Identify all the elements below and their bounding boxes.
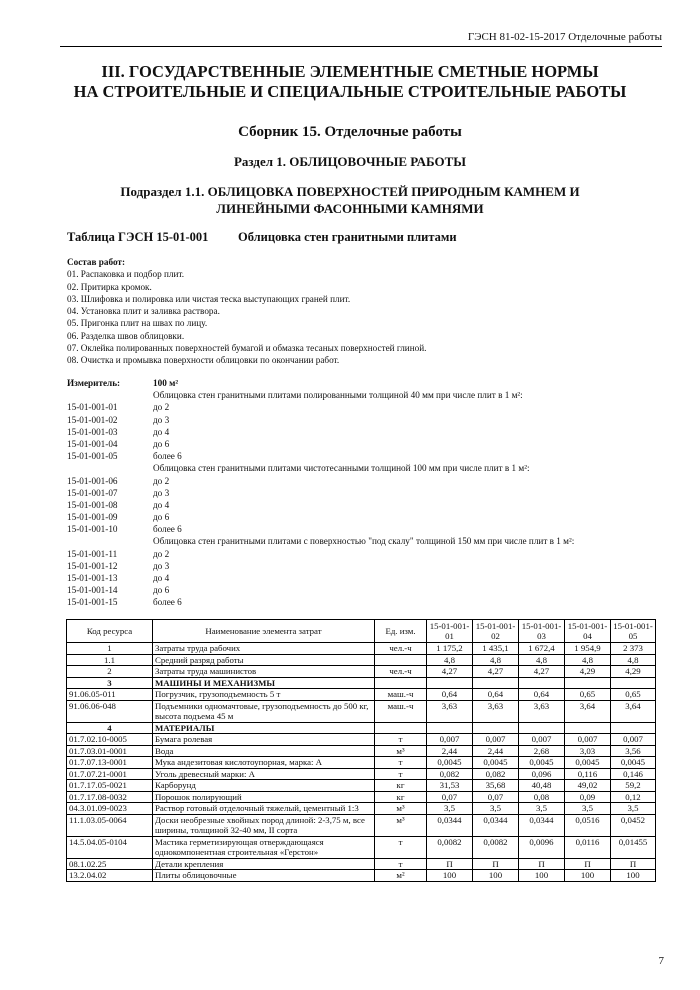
resource-code: 01.7.02.10-0005 (67, 734, 153, 746)
resource-value: 0,0045 (473, 757, 519, 769)
table-row (67, 654, 656, 666)
norm-row (67, 511, 667, 523)
resource-value: 3,63 (473, 700, 519, 722)
resource-value: 1 435,1 (473, 643, 519, 655)
norm-code: 15-01-001-07 (67, 487, 118, 498)
resource-value: 0,0344 (519, 814, 565, 836)
resource-value: 3,03 (565, 745, 611, 757)
table-row (67, 643, 656, 655)
work-composition-list (67, 268, 426, 366)
resource-value (519, 677, 565, 689)
resource-value: 3,56 (611, 745, 656, 757)
col-header-norm: 15-01-001-02 (473, 620, 519, 643)
col-header-norm: 15-01-001-04 (565, 620, 611, 643)
collection-title: Сборник 15. Отделочные работы (238, 124, 462, 140)
work-step: 02. Притирка кромок. (67, 281, 152, 292)
work-step: 08. Очистка и промывка поверхности облицовки по окончании работ. (67, 355, 340, 366)
resource-value: 2,68 (519, 745, 565, 757)
resource-name: Доски необрезные хвойных пород длиной: 2-3,75 м, все ширины, толщиной 32-40 мм, II сорта (153, 814, 375, 836)
resource-value: 0,0082 (473, 836, 519, 858)
resource-name: Погрузчик, грузоподъемность 5 т (153, 689, 375, 701)
resource-unit: чел.-ч (375, 666, 427, 678)
norm-code: 15-01-001-06 (67, 475, 118, 486)
work-step: 03. Шлифовка и полировка или чистая теска выступающих граней плит. (67, 293, 351, 304)
resource-unit: м³ (375, 803, 427, 815)
main-title-line1: III. ГОСУДАРСТВЕННЫЕ ЭЛЕМЕНТНЫЕ СМЕТНЫЕ НОРМЫ (101, 62, 599, 81)
resource-value: 0,0096 (519, 836, 565, 858)
col-header-norm: 15-01-001-03 (519, 620, 565, 643)
resource-unit (375, 654, 427, 666)
resource-value: 100 (519, 870, 565, 882)
resource-code: 91.06.05-011 (67, 689, 153, 701)
table-row (67, 791, 656, 803)
norm-row (67, 499, 667, 511)
resource-value: 0,146 (611, 768, 656, 780)
norm-row (67, 560, 667, 572)
resource-code: 14.5.04.05-0104 (67, 836, 153, 858)
norm-group-heading (67, 389, 667, 401)
meter-value: 100 м² (153, 378, 179, 388)
resource-value: 4,29 (611, 666, 656, 678)
resource-value: 0,0045 (427, 757, 473, 769)
resource-code: 01.7.03.01-0001 (67, 745, 153, 757)
resource-name: Средний разряд работы (153, 654, 375, 666)
norm-description: до 4 (153, 426, 170, 437)
resource-code: 04.3.01.09-0023 (67, 803, 153, 815)
norm-description: до 4 (153, 573, 170, 583)
resource-name: Мука андезитовая кислотоупорная, марка: А (153, 757, 375, 769)
resource-unit: кг (375, 780, 427, 792)
resource-value: 0,01455 (611, 836, 656, 858)
resource-code: 13.2.04.02 (67, 870, 153, 882)
resource-unit: т (375, 734, 427, 746)
col-header-norm: 15-01-001-05 (611, 620, 656, 643)
norm-description: до 3 (153, 560, 170, 571)
norm-description: до 6 (153, 438, 170, 449)
page-number: 7 (658, 955, 664, 967)
resource-code: 1.1 (67, 654, 153, 666)
main-title-line2: НА СТРОИТЕЛЬНЫЕ И СПЕЦИАЛЬНЫЕ СТРОИТЕЛЬНЫЕ РАБОТЫ (73, 82, 627, 101)
resource-unit: маш.-ч (375, 700, 427, 722)
norm-code: 15-01-001-14 (67, 585, 118, 596)
resource-value: 3,5 (519, 803, 565, 815)
resource-name: Порошок полирующий (153, 791, 375, 803)
resource-value: 0,65 (565, 689, 611, 701)
section-title: Раздел 1. ОБЛИЦОВОЧНЫЕ РАБОТЫ (233, 154, 467, 169)
resource-value: 3,63 (519, 700, 565, 722)
resource-value (473, 677, 519, 689)
resource-name: Затраты труда рабочих (153, 643, 375, 655)
resource-value: 100 (565, 870, 611, 882)
resource-value: 100 (473, 870, 519, 882)
resource-unit: т (375, 836, 427, 858)
norm-description: Облицовка стен гранитными плитами полированными толщиной 40 мм при числе плит в 1 м²: (153, 390, 523, 401)
meter-block (67, 377, 667, 609)
resource-value: 4,8 (473, 654, 519, 666)
resource-code: 01.7.17.05-0021 (67, 780, 153, 792)
resource-value: 3,64 (611, 700, 656, 722)
table-row (67, 780, 656, 792)
resource-value: 4,27 (427, 666, 473, 678)
resource-value: 4,8 (565, 654, 611, 666)
table-row (67, 768, 656, 780)
resource-value: П (565, 858, 611, 870)
norm-code: 15-01-001-09 (67, 512, 118, 523)
resource-value: П (473, 858, 519, 870)
norm-row (67, 426, 667, 438)
resource-value: 3,5 (427, 803, 473, 815)
work-step: 06. Разделка швов облицовки. (67, 330, 185, 341)
table-name: Облицовка стен гранитными плитами (238, 230, 457, 244)
resource-unit: чел.-ч (375, 643, 427, 655)
norm-row (67, 584, 667, 596)
resource-value: 0,0516 (565, 814, 611, 836)
norm-list (67, 389, 667, 608)
resource-value: 3,63 (427, 700, 473, 722)
resource-value: П (611, 858, 656, 870)
resource-value: 0,0116 (565, 836, 611, 858)
norm-code: 15-01-001-02 (67, 414, 118, 425)
col-header-code: Код ресурса (67, 620, 153, 643)
table-row (67, 666, 656, 678)
resource-value: 0,0045 (611, 757, 656, 769)
norm-row (67, 450, 667, 462)
table-row (67, 689, 656, 701)
resource-value: 0,116 (565, 768, 611, 780)
resource-value: 100 (427, 870, 473, 882)
norm-code: 15-01-001-15 (67, 597, 118, 608)
work-step: 05. Пригонка плит на швах по лицу. (67, 318, 208, 329)
norm-description: до 3 (153, 487, 170, 498)
norm-row (67, 596, 667, 608)
resource-value (427, 677, 473, 689)
resource-name: МАТЕРИАЛЫ (153, 722, 375, 734)
table-row (67, 677, 656, 689)
norm-code: 15-01-001-01 (67, 402, 118, 413)
resource-value: 0,09 (565, 791, 611, 803)
resource-value: 1 672,4 (519, 643, 565, 655)
resource-name: Плиты облицовочные (153, 870, 375, 882)
resource-value: 4,29 (565, 666, 611, 678)
norm-description: Облицовка стен гранитными плитами с поверхностью "под скалу" толщиной 150 мм при числе плит в 1 м²: (153, 536, 575, 547)
norm-description: до 6 (153, 585, 170, 596)
table-row (67, 745, 656, 757)
norm-row (67, 487, 667, 499)
table-row (67, 734, 656, 746)
resource-value: П (519, 858, 565, 870)
norm-row (67, 572, 667, 584)
resource-value (519, 722, 565, 734)
resource-value: 2,44 (427, 745, 473, 757)
resource-value: 0,12 (611, 791, 656, 803)
resource-code: 3 (67, 677, 153, 689)
norm-description: до 6 (153, 512, 170, 523)
resource-value: 3,5 (473, 803, 519, 815)
norm-description: до 2 (153, 548, 170, 559)
resource-name: Уголь древесный марки: А (153, 768, 375, 780)
resource-value: 59,2 (611, 780, 656, 792)
resource-code: 11.1.03.05-0064 (67, 814, 153, 836)
norm-code: 15-01-001-11 (67, 548, 118, 559)
norm-code: 15-01-001-04 (67, 438, 118, 449)
resource-value: 31,53 (427, 780, 473, 792)
resource-value: 2,44 (473, 745, 519, 757)
table-code: Таблица ГЭСН 15-01-001 (67, 230, 209, 244)
resource-unit: м³ (375, 745, 427, 757)
resource-value: 0,096 (519, 768, 565, 780)
resource-name: Раствор готовый отделочный тяжелый, цементный 1:3 (153, 803, 375, 815)
resource-value: 0,07 (427, 791, 473, 803)
running-header (60, 31, 662, 47)
norm-row (67, 475, 667, 487)
resource-value: 0,64 (519, 689, 565, 701)
norm-code: 15-01-001-08 (67, 499, 118, 510)
norm-description: до 2 (153, 475, 170, 486)
resource-value: 4,8 (519, 654, 565, 666)
resource-name: Бумага ролевая (153, 734, 375, 746)
table-row (67, 757, 656, 769)
table-row (67, 803, 656, 815)
resource-value: 0,082 (473, 768, 519, 780)
resource-value (427, 722, 473, 734)
norm-row (67, 414, 667, 426)
norm-row (67, 548, 667, 560)
norm-description: более 6 (153, 451, 182, 462)
norm-code: 15-01-001-05 (67, 451, 118, 462)
resource-unit (375, 677, 427, 689)
resource-code: 2 (67, 666, 153, 678)
norm-code: 15-01-001-12 (67, 560, 118, 571)
work-step: 01. Распаковка и подбор плит. (67, 269, 184, 280)
resource-value: 100 (611, 870, 656, 882)
resource-value: 0,08 (519, 791, 565, 803)
col-header-norm: 15-01-001-01 (427, 620, 473, 643)
table-row (67, 722, 656, 734)
resource-value (611, 722, 656, 734)
meter-label: Измеритель: (67, 378, 121, 388)
resource-value (611, 677, 656, 689)
resource-value: 0,65 (611, 689, 656, 701)
resource-unit: т (375, 768, 427, 780)
norm-code: 15-01-001-13 (67, 573, 118, 583)
resource-value: 35,68 (473, 780, 519, 792)
resource-value: 4,27 (473, 666, 519, 678)
norm-code: 15-01-001-03 (67, 426, 118, 437)
resource-value: 4,27 (519, 666, 565, 678)
resource-value: 1 954,9 (565, 643, 611, 655)
resource-code: 01.7.07.13-0001 (67, 757, 153, 769)
resource-unit: м² (375, 870, 427, 882)
norm-row (67, 438, 667, 450)
resource-value: 4,8 (427, 654, 473, 666)
resource-value: 0,64 (473, 689, 519, 701)
resource-value: 0,007 (565, 734, 611, 746)
resource-code: 01.7.17.08-0032 (67, 791, 153, 803)
norm-description: до 2 (153, 402, 170, 413)
resource-unit: маш.-ч (375, 689, 427, 701)
resource-value: 40,48 (519, 780, 565, 792)
resource-value: 0,0344 (427, 814, 473, 836)
work-composition (67, 256, 426, 367)
norm-description: Облицовка стен гранитными плитами чистотесанными толщиной 100 мм при числе плит в 1 м²: (153, 463, 530, 474)
norm-row (67, 523, 667, 535)
resource-value: 0,0045 (565, 757, 611, 769)
norm-description: более 6 (153, 524, 182, 535)
table-row (67, 814, 656, 836)
resource-value: 0,0045 (519, 757, 565, 769)
running-title: ГЭСН 81-02-15-2017 Отделочные работы (467, 31, 662, 43)
resource-code: 4 (67, 722, 153, 734)
resource-value: 0,0344 (473, 814, 519, 836)
resource-value: 0,007 (519, 734, 565, 746)
norm-code: 15-01-001-10 (67, 524, 118, 535)
resource-value (473, 722, 519, 734)
resource-name: Подъемники одномачтовые, грузоподъемность до 500 кг, высота подъема 45 м (153, 700, 375, 722)
resource-code: 1 (67, 643, 153, 655)
norm-description: более 6 (153, 597, 182, 608)
resource-value: 0,082 (427, 768, 473, 780)
resource-value: 0,007 (473, 734, 519, 746)
resource-unit (375, 722, 427, 734)
subsection-title-line2: ЛИНЕЙНЫМИ ФАСОННЫМИ КАМНЯМИ (216, 201, 484, 216)
resource-name: МАШИНЫ И МЕХАНИЗМЫ (153, 677, 375, 689)
work-composition-heading: Состав работ: (67, 257, 126, 267)
table-row (67, 858, 656, 870)
resource-value: 0,0082 (427, 836, 473, 858)
resource-value: 3,5 (565, 803, 611, 815)
resource-unit: т (375, 858, 427, 870)
table-caption (67, 230, 457, 245)
resource-value: П (427, 858, 473, 870)
norm-description: до 3 (153, 414, 170, 425)
resource-value: 4,8 (611, 654, 656, 666)
norm-group-heading (67, 535, 667, 547)
work-step: 04. Установка плит и заливка раствора. (67, 306, 220, 317)
resource-value: 0,007 (427, 734, 473, 746)
work-step: 07. Оклейка полированных поверхностей бумагой и обмазка тесаных поверхностей глиной. (67, 343, 427, 354)
resource-code: 01.7.07.21-0001 (67, 768, 153, 780)
resource-value: 3,64 (565, 700, 611, 722)
resource-value: 0,007 (611, 734, 656, 746)
resource-name: Карборунд (153, 780, 375, 792)
resource-table (66, 619, 656, 882)
norm-group-heading (67, 462, 667, 474)
norm-row (67, 401, 667, 413)
norm-description: до 4 (153, 499, 170, 510)
resource-name: Вода (153, 745, 375, 757)
resource-value (565, 677, 611, 689)
table-row (67, 700, 656, 722)
resource-value: 0,64 (427, 689, 473, 701)
resource-value: 0,07 (473, 791, 519, 803)
resource-value: 1 175,2 (427, 643, 473, 655)
table-header-row (67, 620, 656, 643)
table-row (67, 870, 656, 882)
col-header-name: Наименование элемента затрат (153, 620, 375, 643)
resource-code: 08.1.02.25 (67, 858, 153, 870)
resource-value: 3,5 (611, 803, 656, 815)
resource-name: Детали крепления (153, 858, 375, 870)
resource-value: 0,0452 (611, 814, 656, 836)
resource-name: Затраты труда машинистов (153, 666, 375, 678)
table-row (67, 836, 656, 858)
resource-code: 91.06.06-048 (67, 700, 153, 722)
resource-value: 2 373 (611, 643, 656, 655)
resource-unit: м³ (375, 814, 427, 836)
resource-value: 49,02 (565, 780, 611, 792)
resource-value (565, 722, 611, 734)
resource-unit: т (375, 757, 427, 769)
subsection-title-line1: Подраздел 1.1. ОБЛИЦОВКА ПОВЕРХНОСТЕЙ ПРИРОДНЫМ КАМНЕМ И (120, 184, 580, 199)
col-header-unit: Ед. изм. (375, 620, 427, 643)
resource-name: Мастика герметизирующая отверждающаяся однокомпонентная строительная «Герстон» (153, 836, 375, 858)
resource-unit: кг (375, 791, 427, 803)
